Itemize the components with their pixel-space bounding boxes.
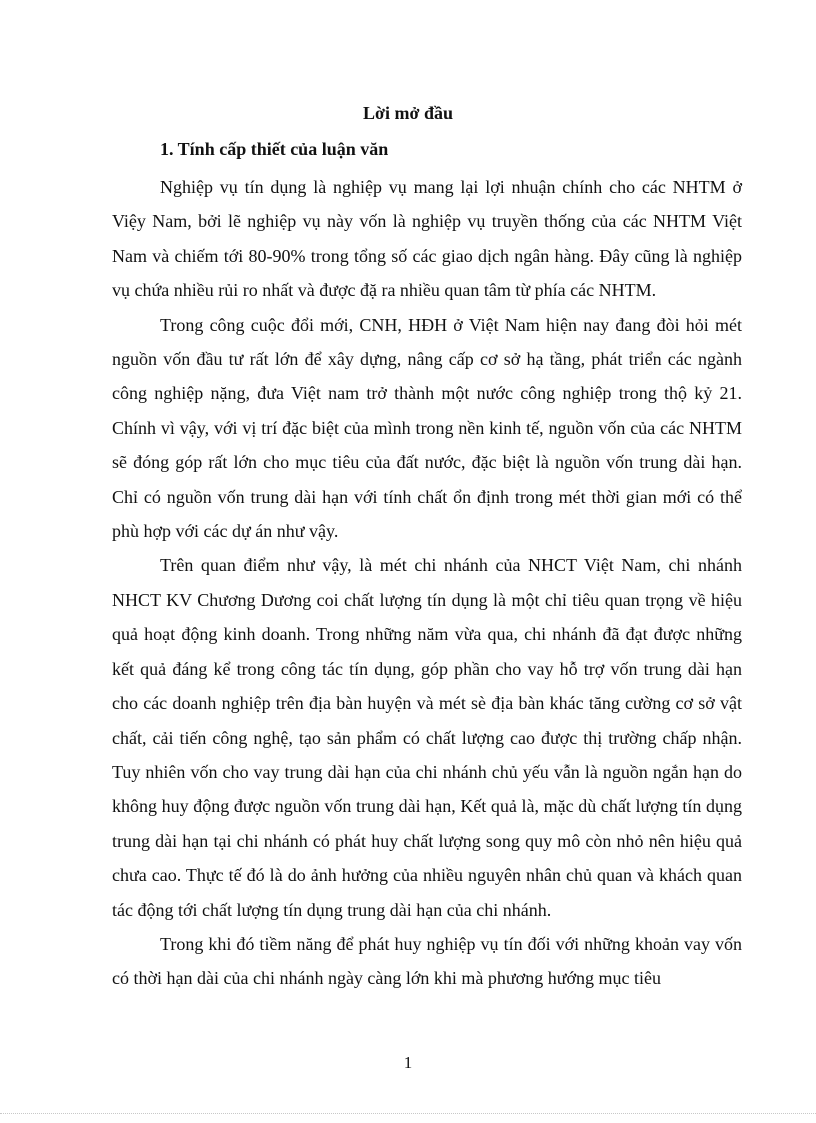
paragraph-3: Trên quan điểm như vậy, là mét chi nhánh của NHCT Việt Nam, chi nhánh NHCT KV Chương Dương coi chất lượng tín dụng là một chỉ tiêu quan trọng về hiệu quả hoạt động kinh doanh. Trong những năm vừa qua, chi nhánh đã đạt được những kết quả đáng kể trong công tác tín dụng, góp phần cho vay hỗ trợ vốn trung dài hạn cho các doanh nghiệp trên địa bàn huyện và mét sè địa bàn khác tăng cường cơ sở vật chất, cải tiến công nghệ, tạo sản phẩm có chất lượng cao được thị trường chấp nhận. Tuy nhiên vốn cho vay trung dài hạn của chi nhánh chủ yếu vẫn là nguồn ngắn hạn do không huy động được nguồn vốn trung dài hạn, Kết quả là, mặc dù chất lượng tín dụng trung dài hạn tại chi nhánh có phát huy chất lượng song quy mô còn nhỏ nên hiệu quả chưa cao. Thực tế đó là do ảnh hưởng của nhiều nguyên nhân chủ quan và khách quan tác động tới chất lượng tín dụng trung dài hạn của chi nhánh. bbox=[112, 555, 742, 920]
document-body bbox=[112, 170, 742, 996]
section-heading: 1. Tính cấp thiết của luận văn bbox=[160, 139, 389, 159]
page-number: 1 bbox=[403, 1053, 413, 1072]
document-title: Lời mở đầu bbox=[363, 103, 453, 123]
paragraph-1: Nghiệp vụ tín dụng là nghiệp vụ mang lại lợi nhuận chính cho các NHTM ở Việy Nam, bởi lẽ nghiệp vụ này vốn là nghiệp vụ truyền thống của các NHTM Việt Nam và chiếm tới 80-90% trong tổng số các giao dịch ngân hàng. Đây cũng là nghiệp vụ chứa nhiều rủi ro nhất và được đặ ra nhiều quan tâm từ phía các NHTM. bbox=[112, 177, 742, 301]
paragraph-2: Trong công cuộc đổi mới, CNH, HĐH ở Việt Nam hiện nay đang đòi hỏi mét nguồn vốn đầu tư rất lớn để xây dựng, nâng cấp cơ sở hạ tầng, phát triển các ngành công nghiệp nặng, đưa Việt nam trở thành một nước công nghiệp trong thộ kỷ 21. Chính vì vậy, với vị trí đặc biệt của mình trong nền kinh tế, nguồn vốn của các NHTM sẽ đóng góp rất lớn cho mục tiêu của đất nước, đặc biệt là nguồn vốn trung dài hạn. Chỉ có nguồn vốn trung dài hạn với tính chất ổn định trong mét thời gian mới có thể phù hợp với các dự án như vậy. bbox=[112, 314, 742, 542]
paragraph-4: Trong khi đó tiềm năng để phát huy nghiệp vụ tín đối với những khoản vay vốn có thời hạn dài của chi nhánh ngày càng lớn khi mà phương hướng mục tiêu bbox=[112, 933, 742, 989]
page-edge-divider bbox=[0, 1113, 816, 1114]
